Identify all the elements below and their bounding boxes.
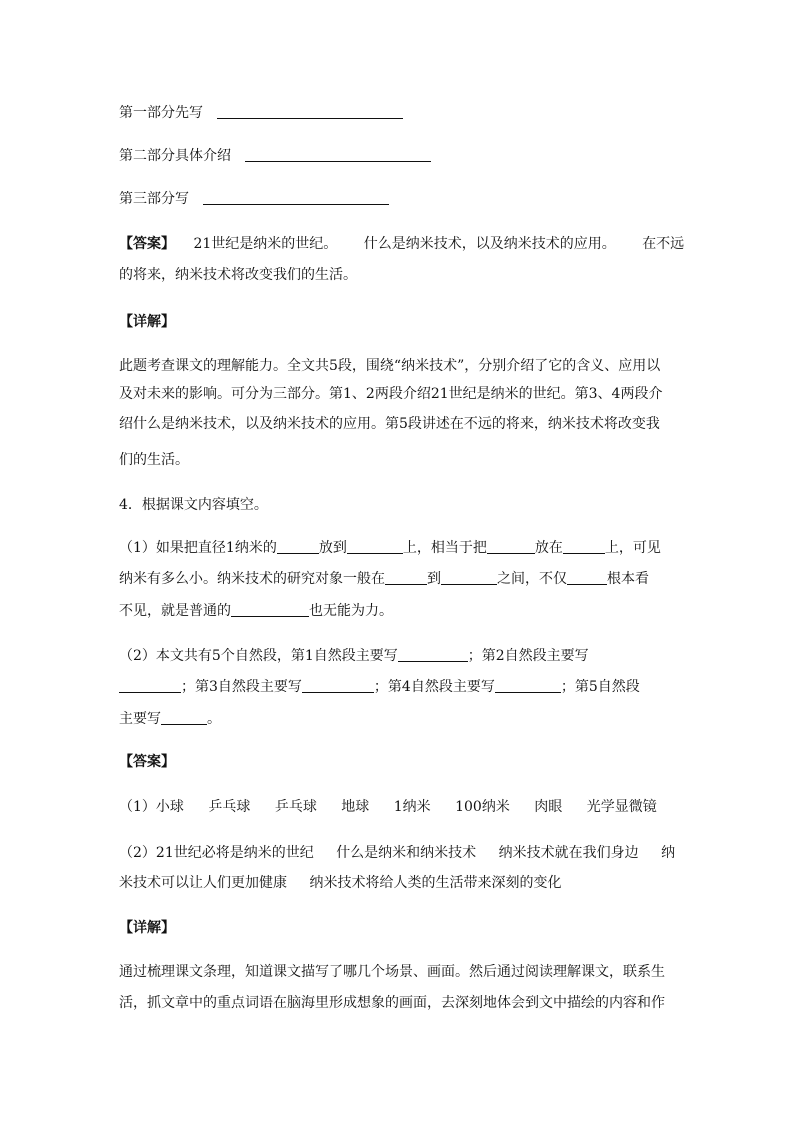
q4-text: 到	[427, 571, 441, 587]
q4-text: 。	[207, 711, 221, 727]
q4-blank[interactable]	[161, 710, 207, 725]
answer2-item: 纳米技术就在我们身边	[498, 845, 639, 861]
q3-part2-label: 第二部分具体介绍	[119, 148, 231, 164]
detail1-line: 及对未来的影响。可分为三部分。第1、2两段介绍21世纪是纳米的世纪。第3、4两段介	[119, 386, 663, 402]
detail-label: 【详解】	[119, 314, 175, 330]
q4-blank[interactable]	[563, 539, 605, 554]
answer2-item: （2）21世纪必将是纳米的世纪	[119, 845, 314, 861]
q4-p2-line2	[119, 677, 640, 697]
q4-text: ；第4自然段主要写	[373, 679, 495, 695]
q3-part1-blank[interactable]	[217, 104, 403, 119]
q3-part3-label: 第三部分写	[119, 191, 189, 207]
answer2-item: 乒乓球	[274, 799, 317, 815]
answer2-item: （1）小球	[119, 799, 184, 815]
q4-text: 之间，不仅	[497, 571, 567, 587]
q4-text: 也无能为力。	[309, 603, 393, 619]
q4-blank[interactable]	[302, 678, 374, 693]
q4-text: 放在	[534, 540, 563, 556]
answer2-item: 100纳米	[455, 799, 510, 815]
answer-label: 【答案】	[119, 754, 175, 770]
q3-part2-blank[interactable]	[245, 147, 431, 162]
answer1-line1	[119, 234, 684, 254]
q4-blank[interactable]	[398, 647, 468, 662]
q4-blank[interactable]	[385, 570, 427, 585]
q4-p1-line3	[119, 601, 393, 621]
answer2-item: 光学显微镜	[586, 799, 657, 815]
detail1-line: 此题考查课文的理解能力。全文共5段，围绕“纳米技术”，分别介绍了它的含义、应用以	[119, 358, 661, 374]
detail1-line: 绍什么是纳米技术，以及纳米技术的应用。第5段讲述在不远的将来，纳米技术将改变我	[119, 416, 660, 432]
q3-part3-blank[interactable]	[203, 190, 389, 205]
answer2-line1	[119, 797, 657, 817]
q4-text: （2）本文共有5个自然段，第1自然段主要写	[119, 648, 398, 664]
q4-title: 4．根据课文内容填空。	[119, 497, 268, 513]
answer-label: 【答案】	[119, 236, 175, 252]
answer1-item2: 什么是纳米技术，以及纳米技术的应用。	[363, 236, 616, 252]
q3-part1	[119, 103, 403, 123]
q4-text: 上，相当于把	[402, 540, 487, 556]
q4-p1-line2	[119, 569, 649, 589]
answer2-item: 纳	[661, 845, 676, 861]
q4-blank[interactable]	[119, 678, 181, 693]
q4-p1-line1	[119, 538, 661, 558]
detail2-line: 通过梳理课文条理，知道课文描写了哪几个场景、画面。然后通过阅读理解课文，联系生	[119, 964, 665, 980]
detail-label: 【详解】	[119, 920, 175, 936]
q4-blank[interactable]	[347, 539, 403, 554]
q4-text: 纳米有多么小。纳米技术的研究对象一般在	[119, 571, 385, 587]
q4-text: ；第5自然段	[560, 679, 640, 695]
q4-text: ；第3自然段主要写	[181, 679, 302, 695]
q3-part3	[119, 189, 389, 209]
q4-p2-line3	[119, 709, 221, 729]
answer2-item: 地球	[341, 799, 370, 815]
q4-blank[interactable]	[277, 539, 319, 554]
answer1-line2: 的将来，纳米技术将改变我们的生活。	[119, 267, 357, 283]
q4-blank[interactable]	[487, 539, 535, 554]
q4-blank[interactable]	[231, 602, 309, 617]
q4-text: 不见，就是普通的	[119, 603, 231, 619]
answer1-item3: 在不远	[642, 236, 685, 252]
answer2-line2	[119, 843, 675, 863]
q4-text: ；第2自然段主要写	[467, 648, 589, 664]
answer2-item: 乒乓球	[208, 799, 251, 815]
q4-text: 上，可见	[604, 540, 661, 556]
q4-p2-line1	[119, 646, 589, 666]
detail2-line: 活，抓文章中的重点词语在脑海里形成想象的画面，去深刻地体会到文中描绘的内容和作	[119, 995, 665, 1011]
answer2-line3	[119, 873, 561, 893]
q4-text: 主要写	[119, 711, 161, 727]
q4-blank[interactable]	[495, 678, 561, 693]
answer2-item: 肉眼	[534, 799, 563, 815]
q4-text: （1）如果把直径1纳米的	[119, 540, 277, 556]
answer2-item: 1纳米	[393, 799, 431, 815]
q4-text: 根本看	[607, 571, 649, 587]
answer1-item1: 21世纪是纳米的世纪。	[193, 236, 338, 252]
q3-part2	[119, 146, 431, 166]
detail1-line: 们的生活。	[119, 452, 189, 468]
q4-blank[interactable]	[567, 570, 607, 585]
answer2-item: 什么是纳米和纳米技术	[336, 845, 477, 861]
q3-part1-label: 第一部分先写	[119, 105, 203, 121]
q4-blank[interactable]	[441, 570, 497, 585]
q4-text: 放到	[318, 540, 347, 556]
answer2-item: 纳米技术将给人类的生活带来深刻的变化	[309, 875, 562, 891]
answer2-item: 米技术可以让人们更加健康	[119, 875, 287, 891]
